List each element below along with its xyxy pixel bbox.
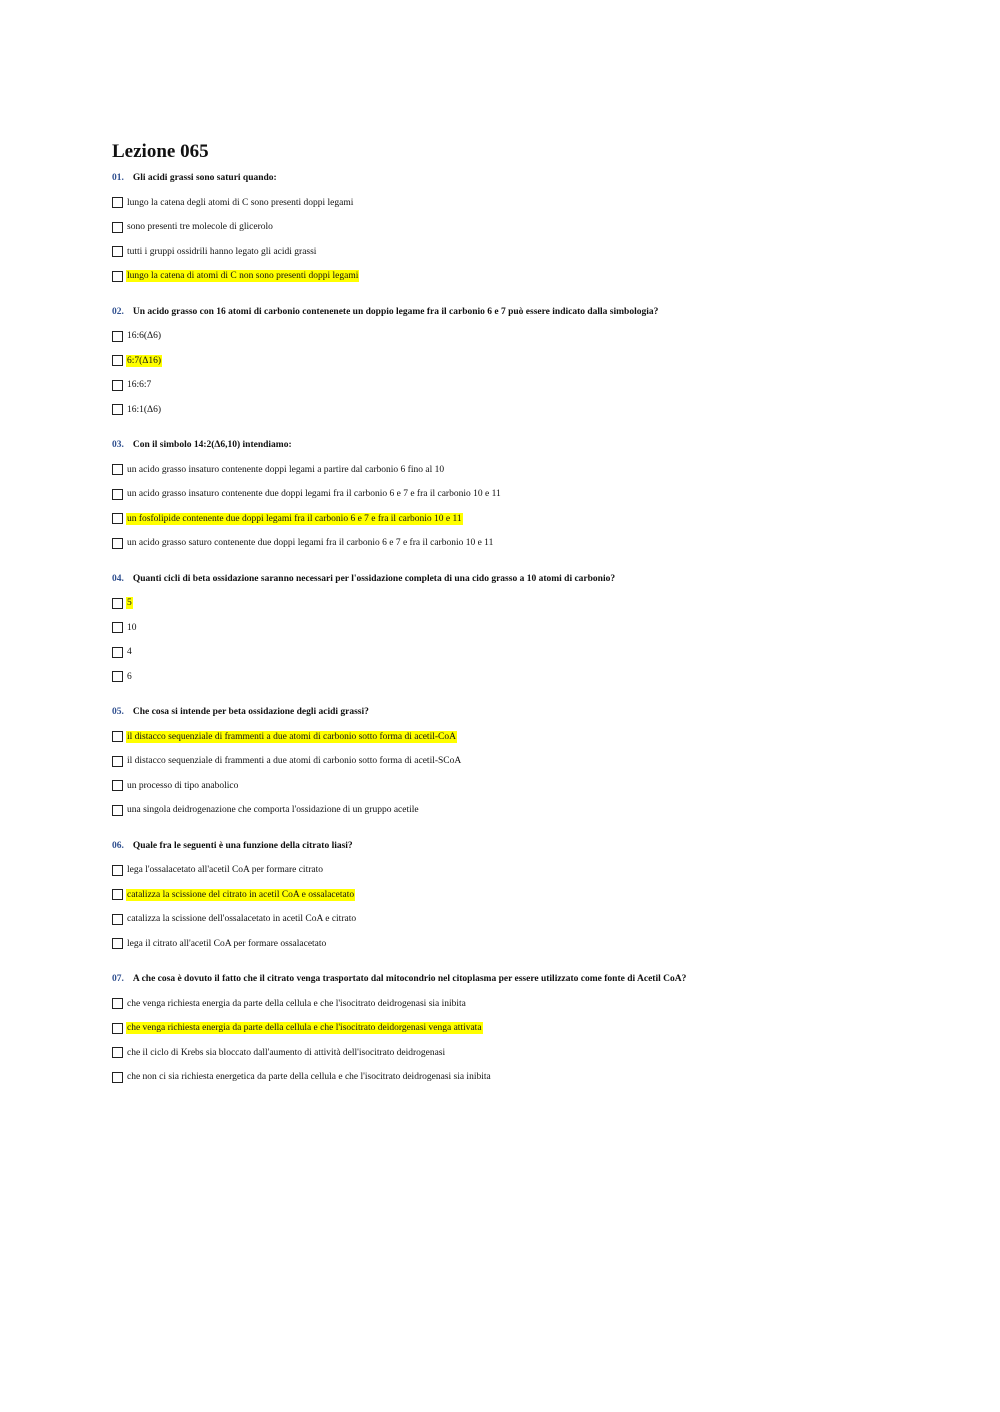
- answer-text-highlighted: lungo la catena di atomi di C non sono presenti doppi legami: [127, 271, 359, 281]
- answer-text: 4: [127, 647, 132, 657]
- answer-checkbox[interactable]: [112, 1047, 123, 1058]
- answer-checkbox[interactable]: [112, 271, 123, 282]
- question-list: [112, 171, 912, 1085]
- answer-checkbox[interactable]: [112, 731, 123, 742]
- answer-option[interactable]: [112, 329, 912, 344]
- document-page: [112, 140, 912, 1106]
- answer-option[interactable]: [112, 536, 912, 551]
- answer-option[interactable]: [112, 378, 912, 393]
- answer-text: lungo la catena degli atomi di C sono presenti doppi legami: [127, 197, 354, 208]
- question-block: [112, 972, 912, 1085]
- question-header: [112, 972, 912, 986]
- answer-text: catalizza la scissione dell'ossalacetato in acetil CoA e citrato: [127, 914, 357, 924]
- answer-option[interactable]: [112, 402, 912, 417]
- question-header: [112, 839, 912, 853]
- question-text: Con il simbolo 14:2(Δ6,10) intendiamo:: [132, 440, 292, 450]
- answer-option[interactable]: [112, 645, 912, 660]
- answer-checkbox[interactable]: [112, 538, 123, 549]
- answer-option[interactable]: [112, 353, 912, 368]
- answer-option[interactable]: [112, 778, 912, 793]
- question-block: [112, 305, 912, 418]
- answer-checkbox[interactable]: [112, 805, 123, 816]
- answer-option[interactable]: [112, 195, 912, 210]
- question-text: Un acido grasso con 16 atomi di carbonio contenenete un doppio legame fra il carbonio 6 e 7 può essere indicato dalla simbologia?: [132, 306, 659, 317]
- answer-text: il distacco sequenziale di frammenti a due atomi di carbonio sotto forma di acetil-SCoA: [127, 756, 462, 766]
- answer-checkbox[interactable]: [112, 246, 123, 257]
- answer-text: una singola deidrogenazione che comporta l'ossidazione di un gruppo acetile: [127, 805, 419, 815]
- answer-text-highlighted: il distacco sequenziale di frammenti a due atomi di carbonio sotto forma di acetil-CoA: [127, 731, 456, 742]
- answer-option[interactable]: [112, 996, 912, 1011]
- answer-text: 16:6:7: [127, 380, 152, 390]
- answer-option[interactable]: [112, 729, 912, 744]
- answer-text-highlighted: 5: [127, 598, 132, 608]
- answer-text: che non ci sia richiesta energetica da parte della cellula e che l'isocitrato deidrogenasi sia inibita: [127, 1072, 491, 1082]
- answer-checkbox[interactable]: [112, 889, 123, 900]
- answer-checkbox[interactable]: [112, 513, 123, 524]
- answer-text: 6: [127, 671, 132, 682]
- question-number: 07.: [112, 974, 124, 984]
- answer-checkbox[interactable]: [112, 355, 123, 366]
- answer-option[interactable]: [112, 511, 912, 526]
- answer-checkbox[interactable]: [112, 222, 123, 233]
- answer-text: un acido grasso insaturo contenente due doppi legami fra il carbonio 6 e 7 e fra il carbonio 10 e 11: [127, 489, 501, 499]
- question-header: [112, 438, 912, 452]
- answer-text: sono presenti tre molecole di glicerolo: [127, 222, 273, 232]
- answer-option[interactable]: [112, 487, 912, 502]
- answer-option[interactable]: [112, 1070, 912, 1085]
- answer-option[interactable]: [112, 669, 912, 684]
- answer-option[interactable]: [112, 803, 912, 818]
- answer-checkbox[interactable]: [112, 865, 123, 876]
- answer-checkbox[interactable]: [112, 780, 123, 791]
- question-number: 06.: [112, 840, 124, 851]
- answer-checkbox[interactable]: [112, 671, 123, 682]
- answer-checkbox[interactable]: [112, 489, 123, 500]
- answer-checkbox[interactable]: [112, 938, 123, 949]
- question-text: A che cosa è dovuto il fatto che il citrato venga trasportato dal mitocondrio nel citoplasma per essere utilizzato come fonte di Acetil CoA?: [132, 974, 687, 984]
- answer-option[interactable]: [112, 269, 912, 284]
- answer-text-highlighted: catalizza la scissione del citrato in acetil CoA e ossalacetato: [127, 889, 355, 900]
- answer-option[interactable]: [112, 462, 912, 477]
- answer-text: che venga richiesta energia da parte della cellula e che l'isocitrato deidrogenasi sia inibita: [127, 998, 466, 1009]
- answer-option[interactable]: [112, 220, 912, 235]
- answer-text: 16:6(Δ6): [127, 331, 162, 341]
- answer-option[interactable]: [112, 863, 912, 878]
- answer-checkbox[interactable]: [112, 404, 123, 415]
- question-header: [112, 305, 912, 319]
- answer-text: 16:1(Δ6): [127, 404, 162, 415]
- answer-checkbox[interactable]: [112, 622, 123, 633]
- question-block: [112, 705, 912, 818]
- question-text: Quanti cicli di beta ossidazione saranno necessari per l'ossidazione completa di una cido grasso a 10 atomi di carbonio?: [132, 573, 616, 584]
- answer-checkbox[interactable]: [112, 914, 123, 925]
- answer-text: lega il citrato all'acetil CoA per formare ossalacetato: [127, 938, 327, 949]
- answer-checkbox[interactable]: [112, 1023, 123, 1034]
- answer-option[interactable]: [112, 754, 912, 769]
- question-block: [112, 438, 912, 551]
- question-number: 03.: [112, 440, 124, 450]
- answer-checkbox[interactable]: [112, 331, 123, 342]
- lesson-title: Lezione 065: [112, 141, 209, 162]
- answer-checkbox[interactable]: [112, 1072, 123, 1083]
- answer-text-highlighted: 6:7(Δ16): [127, 355, 162, 366]
- answer-text: tutti i gruppi ossidrili hanno legato gli acidi grassi: [127, 246, 317, 257]
- question-number: 04.: [112, 573, 124, 584]
- question-number: 05.: [112, 707, 124, 717]
- answer-option[interactable]: [112, 244, 912, 259]
- answer-text: che il ciclo di Krebs sia bloccato dall'aumento di attività dell'isocitrato deidrogenasi: [127, 1047, 446, 1058]
- question-text: Quale fra le seguenti è una funzione della citrato liasi?: [132, 840, 353, 851]
- question-header: [112, 572, 912, 586]
- answer-checkbox[interactable]: [112, 380, 123, 391]
- answer-option[interactable]: [112, 912, 912, 927]
- answer-text: 10: [127, 622, 137, 633]
- answer-option[interactable]: [112, 620, 912, 635]
- answer-text: un processo di tipo anabolico: [127, 780, 239, 791]
- answer-checkbox[interactable]: [112, 647, 123, 658]
- question-header: [112, 171, 912, 185]
- answer-checkbox[interactable]: [112, 756, 123, 767]
- answer-text: lega l'ossalacetato all'acetil CoA per formare citrato: [127, 865, 323, 875]
- answer-checkbox[interactable]: [112, 998, 123, 1009]
- question-block: [112, 171, 912, 284]
- question-number: 01.: [112, 173, 124, 183]
- question-text: Che cosa si intende per beta ossidazione degli acidi grassi?: [132, 707, 369, 717]
- answer-checkbox[interactable]: [112, 464, 123, 475]
- answer-option[interactable]: [112, 1045, 912, 1060]
- question-header: [112, 705, 912, 719]
- answer-checkbox[interactable]: [112, 598, 123, 609]
- answer-option[interactable]: [112, 596, 912, 611]
- answer-text: un acido grasso insaturo contenente doppi legami a partire dal carbonio 6 fino al 10: [127, 464, 445, 475]
- question-block: [112, 572, 912, 685]
- answer-checkbox[interactable]: [112, 197, 123, 208]
- answer-option[interactable]: [112, 1021, 912, 1036]
- answer-option[interactable]: [112, 936, 912, 951]
- answer-text-highlighted: che venga richiesta energia da parte della cellula e che l'isocitrato deidorgenasi venga attivata: [127, 1023, 482, 1033]
- answer-option[interactable]: [112, 887, 912, 902]
- question-text: Gli acidi grassi sono saturi quando:: [132, 173, 277, 183]
- question-number: 02.: [112, 306, 124, 317]
- answer-text: un acido grasso saturo contenente due doppi legami fra il carbonio 6 e 7 e fra il carbonio 10 e 11: [127, 538, 494, 548]
- question-block: [112, 839, 912, 952]
- answer-text-highlighted: un fosfolipide contenente due doppi legami fra il carbonio 6 e 7 e fra il carbonio 10 e 11: [127, 513, 462, 524]
